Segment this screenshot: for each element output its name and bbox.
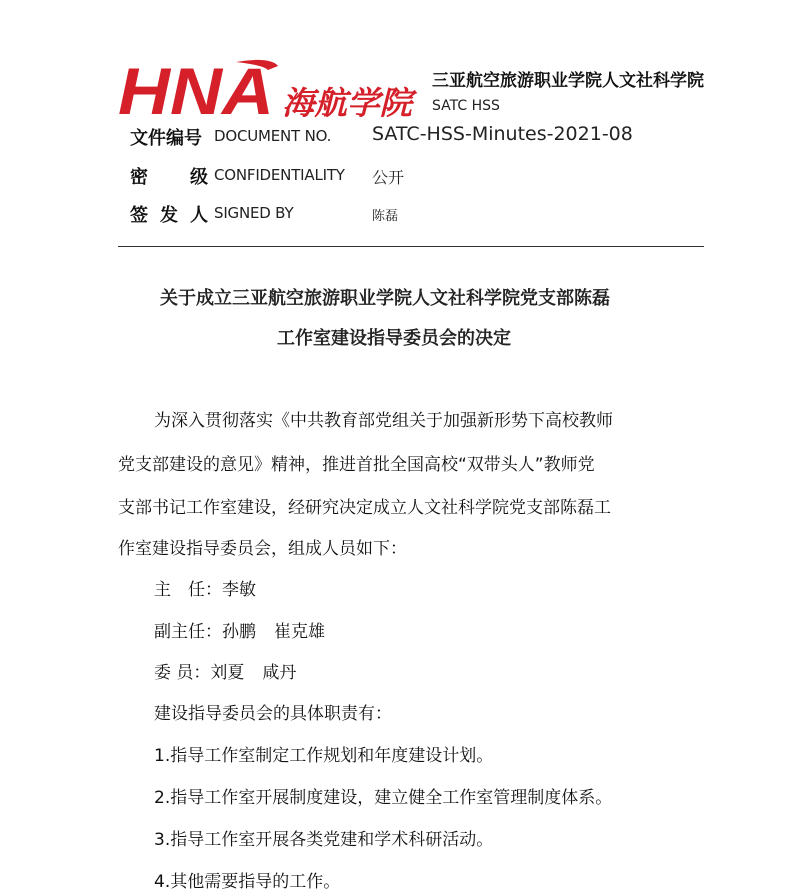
signer-label-en: SIGNED BY <box>214 204 294 222</box>
deputy-name-1: 孙鹏 <box>222 622 256 642</box>
hna-college-logo <box>118 56 418 124</box>
document-title-line-1: 关于成立三亚航空旅游职业学院人文社科学院党支部陈磊 <box>160 288 610 309</box>
logo-hna-letters: HNA <box>118 56 274 124</box>
member-name-2: 咸丹 <box>262 663 297 683</box>
director-label: 主 任： <box>154 580 222 600</box>
header-divider <box>118 246 704 247</box>
member-label: 委 员： <box>154 663 211 683</box>
intro-line-2: 党支部建设的意见》精神，推进首批全国高校“双带头人”教师党 <box>118 455 595 475</box>
duty-item-4: 4.其他需要指导的工作。 <box>154 872 341 892</box>
duties-intro: 建设指导委员会的具体职责有： <box>154 704 392 724</box>
signer-label-char-3: 人 <box>190 205 208 226</box>
document-title-line-2: 工作室建设指导委员会的决定 <box>277 328 511 349</box>
intro-line-1: 为深入贯彻落实《中共教育部党组关于加强新形势下高校教师 <box>154 411 613 431</box>
signer-label-cn <box>130 201 208 227</box>
doc-no-value: SATC-HSS-Minutes-2021-08 <box>372 123 633 145</box>
institution-name: 三亚航空旅游职业学院人文社科学院 <box>432 71 704 91</box>
duty-item-3: 3.指导工作室开展各类党建和学术科研活动。 <box>154 830 494 850</box>
institution-abbr: SATC HSS <box>432 98 500 114</box>
member-row <box>154 658 296 683</box>
doc-no-label-cn: 文件编号 <box>130 128 202 149</box>
doc-no-label-en: DOCUMENT NO. <box>214 127 332 145</box>
duty-item-1: 1.指导工作室制定工作规划和年度建设计划。 <box>154 746 494 766</box>
deputy-label: 副主任： <box>154 622 222 642</box>
signer-value: 陈磊 <box>372 209 399 224</box>
director-row <box>154 575 256 600</box>
intro-line-4: 作室建设指导委员会，组成人员如下： <box>118 539 407 559</box>
member-name-1: 刘夏 <box>210 663 245 683</box>
director-name: 李敏 <box>222 580 256 600</box>
conf-label-en: CONFIDENTIALITY <box>214 166 345 184</box>
conf-label-cn <box>130 163 208 189</box>
conf-label-char-1: 密 <box>130 167 148 188</box>
intro-line-3: 支部书记工作室建设，经研究决定成立人文社科学院党支部陈磊工 <box>118 498 611 518</box>
conf-value: 公开 <box>372 168 405 187</box>
logo-chinese-name: 海航学院 <box>282 84 418 122</box>
duty-item-2: 2.指导工作室开展制度建设，建立健全工作室管理制度体系。 <box>154 788 613 808</box>
conf-label-char-2: 级 <box>190 167 208 188</box>
deputy-name-2: 崔克雄 <box>274 622 325 642</box>
signer-label-char-2: 发 <box>160 205 178 226</box>
deputy-row <box>154 617 325 642</box>
signer-label-char-1: 签 <box>130 205 148 226</box>
